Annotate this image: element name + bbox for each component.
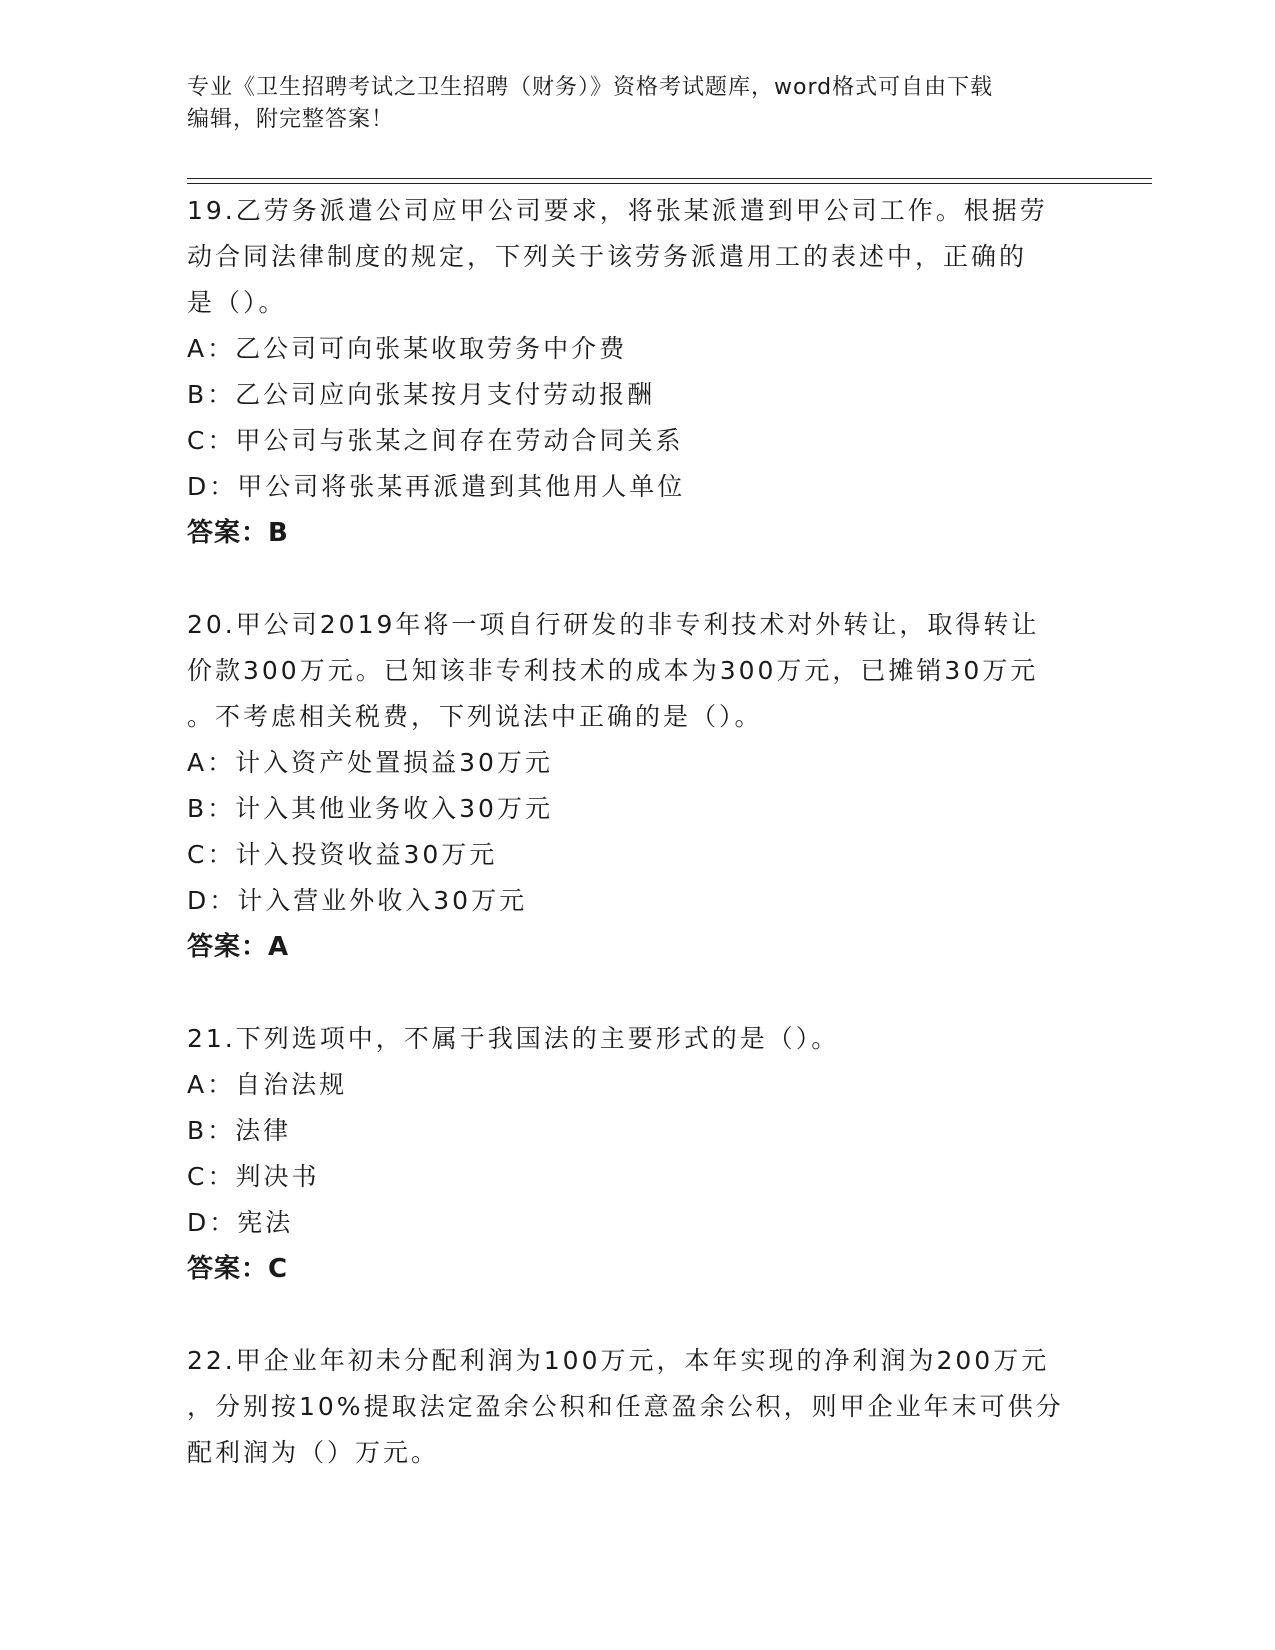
header-line-2: 编辑，附完整答案！: [187, 107, 395, 132]
header-divider-top: [187, 178, 1152, 179]
option-c: C：计入投资收益30万元: [187, 840, 498, 869]
answer: 答案：B: [187, 518, 289, 548]
answer: 答案：C: [187, 1254, 289, 1284]
option-d: D：宪法: [187, 1208, 294, 1237]
question-text-line: 21.下列选项中，不属于我国法的主要形式的是（）。: [187, 1024, 840, 1053]
question-text-line: 。不考虑相关税费，下列说法中正确的是（）。: [187, 702, 763, 731]
question-text-line: 是（）。: [187, 288, 287, 317]
option-b: B：法律: [187, 1116, 292, 1145]
question-text-line: ，分别按10%提取法定盈余公积和任意盈余公积，则甲企业年末可供分: [187, 1392, 1064, 1421]
option-b: B：计入其他业务收入30万元: [187, 794, 553, 823]
option-d: D：甲公司将张某再派遣到其他用人单位: [187, 472, 686, 501]
option-a: A：计入资产处置损益30万元: [187, 748, 553, 777]
question-text-line: 19.乙劳务派遣公司应甲公司要求，将张某派遣到甲公司工作。根据劳: [187, 196, 1048, 225]
option-a: A：乙公司可向张某收取劳务中介费: [187, 334, 628, 363]
option-c: C：判决书: [187, 1162, 320, 1191]
header-line-1: 专业《卫生招聘考试之卫生招聘（财务）》资格考试题库，word格式可自由下载: [187, 75, 994, 100]
question-22: [187, 1338, 1087, 1476]
spacer: [187, 970, 1087, 1016]
header-divider-bottom: [187, 183, 1152, 184]
question-text-line: 20.甲公司2019年将一项自行研发的非专利技术对外转让，取得转让: [187, 610, 1040, 639]
spacer: [187, 1292, 1087, 1338]
question-text-line: 22.甲企业年初未分配利润为100万元，本年实现的净利润为200万元: [187, 1346, 1050, 1375]
option-d: D：计入营业外收入30万元: [187, 886, 528, 915]
question-text-line: 配利润为（）万元。: [187, 1438, 440, 1467]
question-text-line: 动合同法律制度的规定，下列关于该劳务派遣用工的表述中，正确的: [187, 242, 1028, 271]
question-list: [187, 188, 1087, 1476]
option-c: C：甲公司与张某之间存在劳动合同关系: [187, 426, 684, 455]
question-19: [187, 188, 1087, 556]
question-21: [187, 1016, 1087, 1292]
answer: 答案：A: [187, 932, 290, 962]
question-text-line: 价款300万元。已知该非专利技术的成本为300万元，已摊销30万元: [187, 656, 1039, 685]
question-20: [187, 602, 1087, 970]
spacer: [187, 556, 1087, 602]
option-a: A：自治法规: [187, 1070, 348, 1099]
option-b: B：乙公司应向张某按月支付劳动报酬: [187, 380, 656, 409]
document-header: [187, 72, 1067, 136]
